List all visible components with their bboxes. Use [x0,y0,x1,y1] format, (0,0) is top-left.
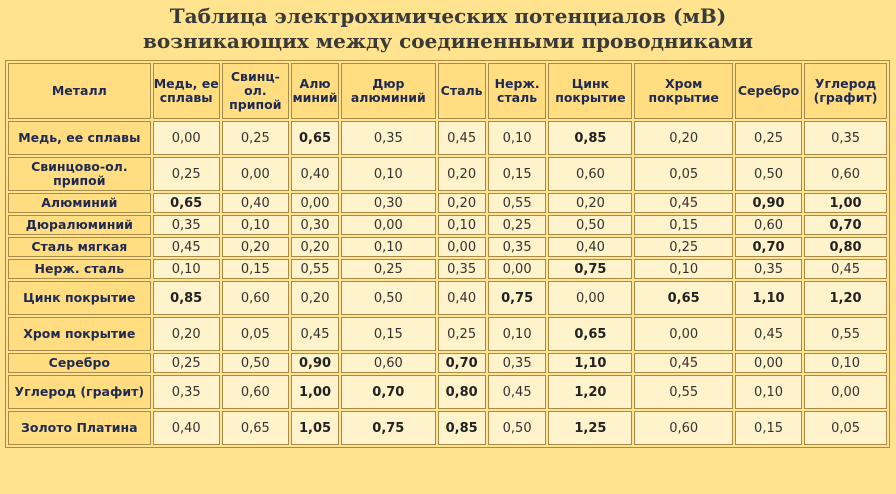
table-cell: 0,50 [341,281,435,315]
row-header: Серебро [8,353,151,373]
table-cell: 0,15 [341,317,435,351]
column-header: Цинк покрытие [548,63,632,119]
table-cell: 0,35 [153,215,220,235]
table-cell: 0,15 [222,259,289,279]
table-cell: 1,00 [804,193,887,213]
table-cell: 0,60 [548,157,632,191]
potentials-table [5,60,890,448]
table-cell: 0,70 [804,215,887,235]
table-cell: 0,80 [804,237,887,257]
table-cell: 0,40 [438,281,486,315]
title-line-1: Таблица электрохимических потенциалов (мВ) [169,4,727,28]
row-header: Медь, ее сплавы [8,121,151,155]
table-cell: 0,35 [153,375,220,409]
table-cell: 0,10 [153,259,220,279]
table-cell: 0,45 [634,193,733,213]
title-line-2: возникающих между соединенными проводниками [142,29,753,53]
table-cell: 0,25 [153,353,220,373]
table-cell: 0,10 [488,317,547,351]
table-cell: 0,70 [341,375,435,409]
table-row [8,281,887,315]
table-cell: 0,65 [153,193,220,213]
table-cell: 0,65 [291,121,339,155]
table-cell: 0,00 [548,281,632,315]
table-cell: 0,90 [735,193,802,213]
table-cell: 0,20 [291,281,339,315]
table-cell: 0,75 [341,411,435,445]
table-cell: 0,60 [341,353,435,373]
table-cell: 0,25 [341,259,435,279]
table-cell: 0,60 [634,411,733,445]
table-cell: 0,25 [438,317,486,351]
table-cell: 1,20 [804,281,887,315]
table-cell: 0,50 [548,215,632,235]
table-row [8,237,887,257]
table-row [8,193,887,213]
table-cell: 1,25 [548,411,632,445]
table-cell: 0,00 [634,317,733,351]
table-cell: 0,10 [222,215,289,235]
column-header: Дюр алюминий [341,63,435,119]
row-header: Нерж. сталь [8,259,151,279]
table-cell: 0,85 [153,281,220,315]
table-body [8,121,887,445]
table-cell: 0,60 [222,281,289,315]
table-cell: 0,65 [548,317,632,351]
table-cell: 0,30 [291,215,339,235]
table-cell: 0,45 [634,353,733,373]
table-cell: 0,60 [804,157,887,191]
table-cell: 0,05 [804,411,887,445]
table-cell: 0,10 [735,375,802,409]
table-header-row [8,63,887,119]
table-cell: 0,60 [222,375,289,409]
table-cell: 1,10 [548,353,632,373]
table-row [8,375,887,409]
table-cell: 0,35 [488,353,547,373]
table-cell: 0,40 [153,411,220,445]
column-header: Алю миний [291,63,339,119]
table-cell: 0,55 [291,259,339,279]
table-cell: 0,65 [222,411,289,445]
table-cell: 0,25 [488,215,547,235]
table-cell: 0,40 [291,157,339,191]
table-cell: 1,05 [291,411,339,445]
corner-header: Металл [8,63,151,119]
column-header: Сталь [438,63,486,119]
table-cell: 0,40 [548,237,632,257]
table-cell: 0,80 [438,375,486,409]
table-cell: 0,10 [804,353,887,373]
table-cell: 0,50 [735,157,802,191]
table-cell: 0,35 [488,237,547,257]
table-cell: 0,45 [438,121,486,155]
table-row [8,157,887,191]
table-cell: 0,00 [488,259,547,279]
table-cell: 0,35 [735,259,802,279]
row-header: Дюралюминий [8,215,151,235]
table-cell: 0,45 [153,237,220,257]
table-cell: 0,00 [735,353,802,373]
table-cell: 0,20 [548,193,632,213]
row-header: Свинцово-ол. припой [8,157,151,191]
table-cell: 0,15 [488,157,547,191]
table-cell: 0,45 [488,375,547,409]
row-header: Сталь мягкая [8,237,151,257]
table-cell: 0,00 [341,215,435,235]
table-cell: 0,20 [291,237,339,257]
table-row [8,215,887,235]
table-cell: 0,45 [804,259,887,279]
row-header: Хром покрытие [8,317,151,351]
table-cell: 0,20 [438,157,486,191]
page-title [0,0,896,56]
table-cell: 0,10 [488,121,547,155]
table-cell: 0,35 [341,121,435,155]
table-cell: 1,20 [548,375,632,409]
table-cell: 0,90 [291,353,339,373]
table-cell: 0,20 [222,237,289,257]
column-header: Серебро [735,63,802,119]
table-row [8,411,887,445]
table-cell: 0,00 [291,193,339,213]
table-cell: 0,25 [634,237,733,257]
table-cell: 0,85 [438,411,486,445]
table-cell: 0,10 [634,259,733,279]
table-cell: 0,10 [341,157,435,191]
table-row [8,317,887,351]
table-cell: 0,45 [291,317,339,351]
table-cell: 0,10 [438,215,486,235]
column-header: Хром покрытие [634,63,733,119]
row-header: Алюминий [8,193,151,213]
table-cell: 0,85 [548,121,632,155]
table-cell: 0,15 [735,411,802,445]
table-cell: 0,55 [634,375,733,409]
table-cell: 0,35 [438,259,486,279]
table-cell: 0,25 [153,157,220,191]
table-cell: 0,20 [153,317,220,351]
table-cell: 0,00 [153,121,220,155]
table-row [8,121,887,155]
table-cell: 0,60 [735,215,802,235]
column-header: Свинц-ол. припой [222,63,289,119]
column-header: Углерод (графит) [804,63,887,119]
table-cell: 1,10 [735,281,802,315]
table-cell: 0,70 [735,237,802,257]
table-cell: 0,75 [548,259,632,279]
row-header: Золото Платина [8,411,151,445]
table-cell: 0,40 [222,193,289,213]
table-cell: 0,25 [222,121,289,155]
row-header: Цинк покрытие [8,281,151,315]
table-cell: 0,45 [735,317,802,351]
table-cell: 0,50 [488,411,547,445]
table-cell: 0,35 [804,121,887,155]
table-cell: 1,00 [291,375,339,409]
table-cell: 0,70 [438,353,486,373]
table-row [8,259,887,279]
table-row [8,353,887,373]
table-cell: 0,05 [222,317,289,351]
table-cell: 0,20 [438,193,486,213]
table-cell: 0,00 [438,237,486,257]
table-cell: 0,50 [222,353,289,373]
table-cell: 0,15 [634,215,733,235]
table-cell: 0,75 [488,281,547,315]
table-cell: 0,05 [634,157,733,191]
table-cell: 0,55 [488,193,547,213]
table-cell: 0,00 [222,157,289,191]
table-cell: 0,20 [634,121,733,155]
table-cell: 0,00 [804,375,887,409]
row-header: Углерод (графит) [8,375,151,409]
table-cell: 0,25 [735,121,802,155]
column-header: Нерж. сталь [488,63,547,119]
table-cell: 0,55 [804,317,887,351]
column-header: Медь, ее сплавы [153,63,220,119]
table-cell: 0,30 [341,193,435,213]
table-cell: 0,65 [634,281,733,315]
table-cell: 0,10 [341,237,435,257]
